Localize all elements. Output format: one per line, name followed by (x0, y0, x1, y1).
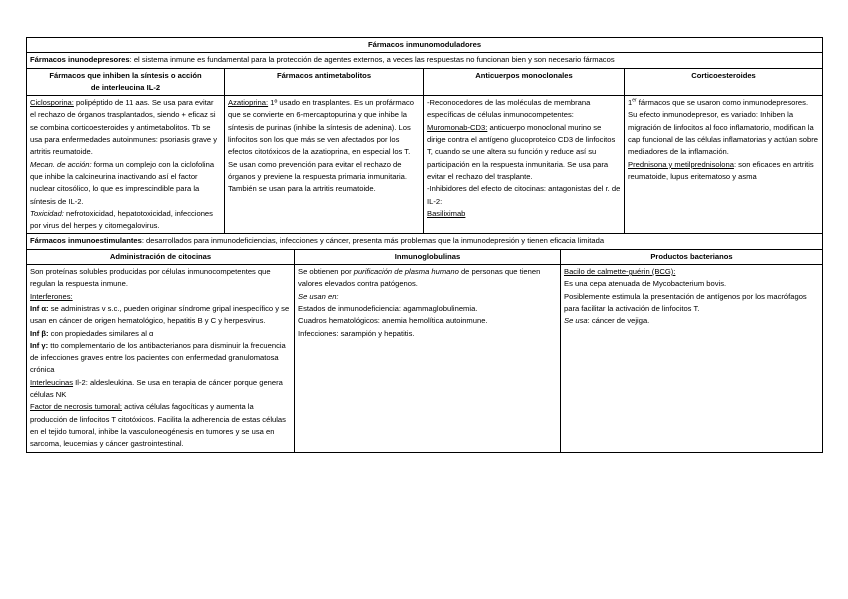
col-header-corticoesteroides: Corticoesteroides (625, 68, 823, 96)
inmunoestimulantes-intro: Fármacos inmunoestimulantes: desarrollados para inmunodeficiencias, infecciones y cáncer, presenta más problemas que la inmunodepresión y tienen eficacia limitada (27, 234, 823, 249)
cell-anticuerpos: -Reconocedores de las moléculas de membrana específicas de células inmunocompetentes: Muromonab-CD3: anticuerpo monoclonal murino se dirige contra el antígeno glucoproteico CD3 de linfocitos T, cuando se une altera su función y reduce así su participación en la respuesta inmunitaria. Se usa para evitar el rechazo del trasplante. -Inhibidores del efecto de citocinas: antagonistas del r. de IL-2: Basiliximab (424, 96, 625, 234)
cell-inmunoglobulinas: Se obtienen por purificación de plasma humano de personas que tienen valores elevados contra patógenos. Se usan en: Estados de inmunodeficiencia: agammaglobulinemia. Cuadros hematológicos: anemia hemolítica autoinmune. Infecciones: sarampión y hepatitis. (295, 265, 561, 452)
inmunodepresores-intro: Fármacos inunodepresores: el sistema inmune es fundamental para la protección de agentes externos, a veces las respuestas no funcionan bien y son necesario fármacos (27, 53, 823, 68)
col-header-citocinas: Administración de citocinas (27, 249, 295, 264)
cell-citocinas: Son proteínas solubles producidas por células inmunocompetentes que regulan la respuesta inmune. Interferones: Inf α: se administras v s.c., pueden originar síndrome gripal inespecífico y se usan en cáncer de origen hematológico, hepatitis B y C y herpesvirus. Inf β: con propiedades similares al α Inf γ: tto complementario de los antibacterianos para disminuir la frecuencia de infecciones graves entre los pacientes con enfermedad granulomatosa crónica Interleucinas Il-2: aldesleukina. Se usa en terapia de cáncer porque genera células NK Factor de necrosis tumoral: activa células fagocíticas y aumenta la producción de linfocitos T citotóxicos. Facilita la adherencia de estas células en el tejido tumoral, inhibe la vasculoneogénesis en tumores y se usa en sarcoma, leucemias y cáncer gastrointestinal. (27, 265, 295, 452)
cell-antimetabolitos: Azatioprina: 1º usado en trasplantes. Es un profármaco que se convierte en 6-mercaptopurina y que inhibe la síntesis de purinas (inhibe la síntesis de adenina). Los linfocitos son los que más se ven afectados por los efectos citotóxicos de la azatioprina, en especial los T. Se usan como prevención para evitar el rechazo de órganos y previene la respuesta primaria inmunitaria. También se usan para la artritis reumatoide. (225, 96, 424, 234)
col-header-antimetabolitos: Fármacos antimetabolitos (225, 68, 424, 96)
cell-corticoesteroides: 1er fármacos que se usaron como inmunodepresores. Su efecto inmunodepresor, es variado: Inhiben la migración de linfocitos al foco inflamatorio, modifican la cap funcional de las células inflamatorias y actúan sobre mediadores de la inflamación. Prednisona y metilprednisolona: son eficaces en artritis reumatoide, lupus eritematoso y asma (625, 96, 823, 234)
col-header-productos-bacterianos: Productos bacterianos (561, 249, 823, 264)
inmunoestimulantes-table (26, 233, 823, 452)
inmunodepresores-table (26, 37, 823, 234)
col-header-il2: Fármacos que inhiben la síntesis o acción de interleucina IL-2 (27, 68, 225, 96)
col-header-anticuerpos: Anticuerpos monoclonales (424, 68, 625, 96)
cell-productos-bacterianos: Bacilo de calmette-guérin (BCG): Es una cepa atenuada de Mycobacterium bovis. Posiblemente estimula la presentación de antígenos por los macrófagos para facilitar la activación de linfocitos T. Se usa: cáncer de vejiga. (561, 265, 823, 452)
table-title: Fármacos inmunomoduladores (27, 38, 823, 53)
col-header-inmunoglobulinas: Inmunoglobulinas (295, 249, 561, 264)
document-page (26, 37, 822, 453)
cell-il2: Ciclosporina: polipéptido de 11 aas. Se usa para evitar el rechazo de órganos trasplantados, siendo + eficaz si se combina corticoesteroides y antimetabolitos. Tb se usa para enfermedades autoinmunes: psoriasis grave y artritis reumatoide. Mecan. de acción: forma un complejo con la ciclofolina que inhibe la calcineurina inactivando así el factor nuclear citosólico, lo que es imprescindible para la síntesis de IL-2. Toxicidad: nefrotoxicidad, hepatotoxicidad, infecciones por virus del herpes y citomegalovirus. (27, 96, 225, 234)
